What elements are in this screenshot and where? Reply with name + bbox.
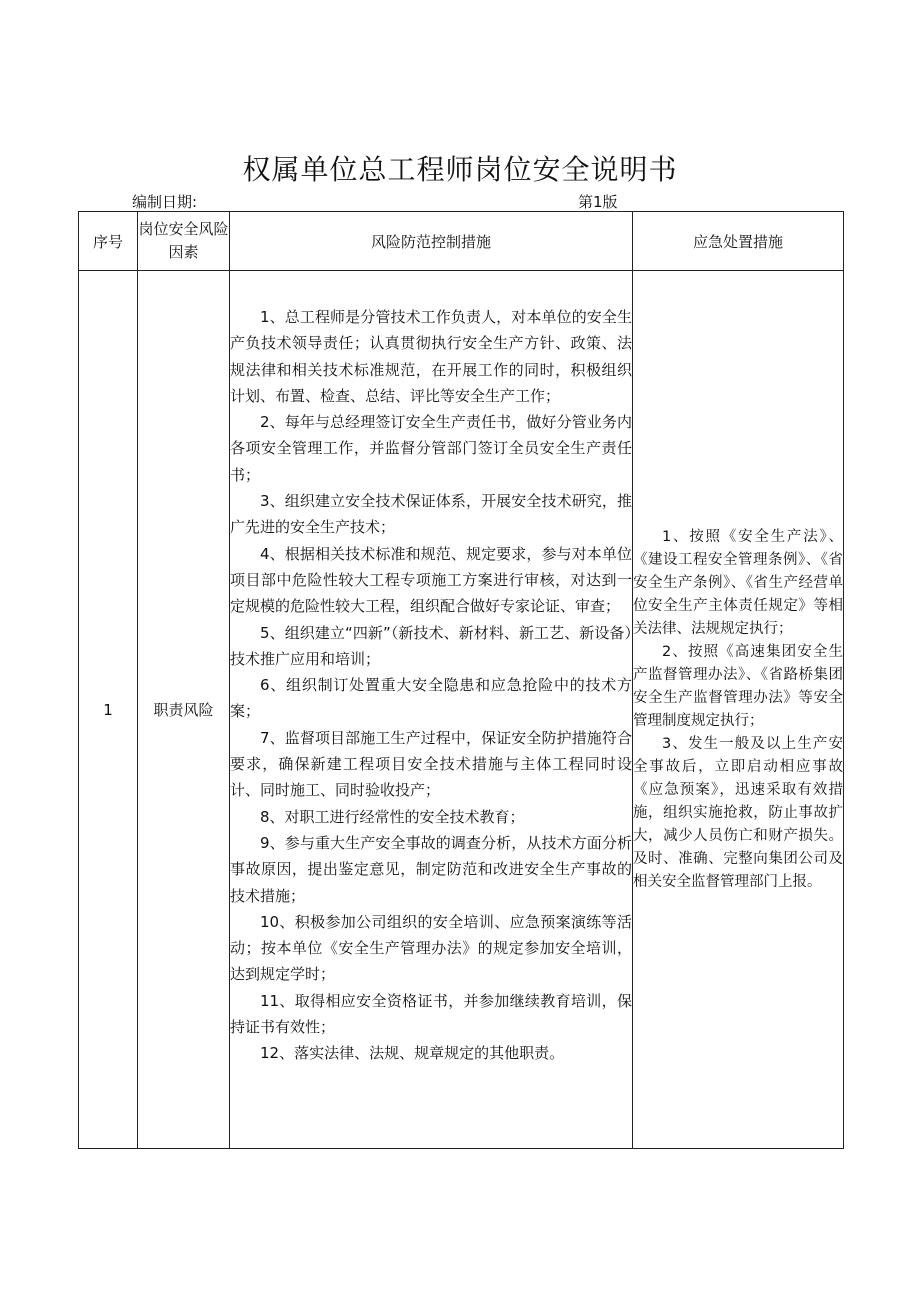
header-emergency: 应急处置措施 [633,212,844,271]
measure-item: 11、取得相应安全资格证书，并参加继续教育培训，保持证书有效性； [230,991,632,1037]
row-seq: 1 [79,271,138,1149]
measure-item: 4、根据相关技术标准和规范、规定要求，参与对本单位项目部中危险性较大工程专项施工方案进行审核，对达到一定规模的危险性较大工程，组织配合做好专家论证、审查； [230,544,632,616]
measure-item: 1、总工程师是分管技术工作负责人，对本单位的安全生产负技术领导责任；认真贯彻执行安全生产方针、政策、法规法律和相关技术标准规范，在开展工作的同时，积极组织计划、布置、检查、总结、评比等安全生产工作； [230,308,632,405]
measure-item: 7、监督项目部施工生产过程中，保证安全防护措施符合要求，确保新建工程项目安全技术措施与主体工程同时设计、同时施工、同时验收投产； [230,728,632,800]
measure-item: 8、对职工进行经常性的安全技术教育； [260,807,525,826]
version-label: 第1版 [578,193,618,211]
measure-item: 12、落实法律、法规、规章规定的其他职责。 [260,1044,565,1063]
safety-table [78,211,844,1149]
header-measures: 风险防范控制措施 [230,212,633,271]
measure-item: 10、积极参加公司组织的安全培训、应急预案演练等活动；按本单位《安全生产管理办法》的规定参加安全培训，达到规定学时； [230,912,632,984]
document-title: 权属单位总工程师岗位安全说明书 [242,153,678,186]
measure-item: 5、组织建立“四新”（新技术、新材料、新工艺、新设备）技术推广应用和培训； [230,623,632,668]
row-emergency [633,271,844,1149]
measure-item: 3、组织建立安全技术保证体系，开展安全技术研究，推广先进的安全生产技术； [230,492,632,537]
header-seq: 序号 [79,212,138,271]
measure-item: 2、每年与总经理签订安全生产责任书，做好分管业务内各项安全管理工作，并监督分管部门签订全员安全生产责任书； [230,413,632,484]
measure-item: 6、组织制订处置重大安全隐患和应急抢险中的技术方案； [230,676,632,721]
measure-item: 9、参与重大生产安全事故的调查分析，从技术方面分析事故原因，提出鉴定意见，制定防范和改进安全生产事故的技术措施； [230,833,632,905]
table-header-row [79,212,844,271]
date-label: 编制日期: [132,193,198,211]
header-factor: 岗位安全风险因素 [138,212,230,271]
emergency-item: 2、按照《高速集团安全生产监督管理办法》、《省路桥集团安全生产监督管理办法》等安全管理制度规定执行； [633,643,843,729]
emergency-item: 1、按照《安全生产法》、《建设工程安全管理条例》、《省安全生产条例》、《省生产经营单位安全生产主体责任规定》等相关法律、法规规定执行； [633,528,843,637]
row-measures [230,271,633,1149]
table-row [79,271,844,1149]
row-factor: 职责风险 [138,271,230,1149]
emergency-item: 3、发生一般及以上生产安全事故后，立即启动相应事故《应急预案》，迅速采取有效措施，组织实施抢救，防止事故扩大，减少人员伤亡和财产损失。及时、准确、完整向集团公司及相关安全监督管理部门上报。 [633,735,843,890]
